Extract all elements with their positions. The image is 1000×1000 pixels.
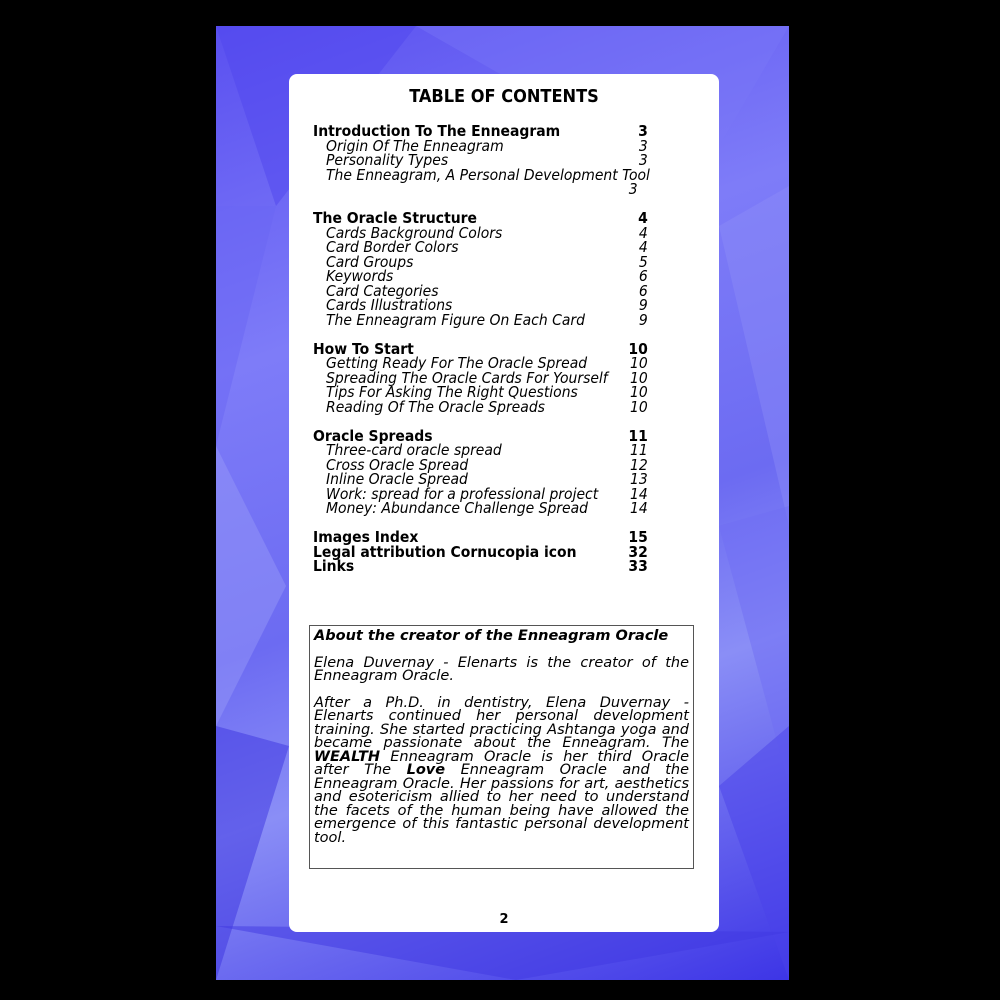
toc-entry[interactable] bbox=[313, 165, 650, 184]
toc-entry-label: Legal attribution Cornucopia icon bbox=[313, 542, 577, 561]
toc-entry-label: Card Groups bbox=[326, 252, 414, 271]
toc-entry-label: Inline Oracle Spread bbox=[326, 470, 468, 488]
toc-entry-page: 6 bbox=[638, 281, 648, 300]
page-number: 2 bbox=[499, 912, 509, 927]
toc-entry-label: Money: Abundance Challenge Spread bbox=[326, 499, 589, 517]
about-heading: About the creator of the Enneagram Oracle bbox=[314, 628, 669, 644]
toc-entry-page: 4 bbox=[638, 223, 648, 242]
toc-entry-label: Origin Of The Enneagram bbox=[326, 136, 504, 155]
about-paragraph-2 bbox=[314, 694, 689, 846]
toc-entry-page: 3 bbox=[638, 136, 648, 155]
about-text: Enneagram Oracle and the Enneagram Oracle. Her passions for art, aesthetics and esotericism allied to her need to understand the facets of the human being have allowed the emergence of this fantastic personal development tool. bbox=[314, 762, 689, 846]
toc-entry-page: 4 bbox=[638, 209, 648, 227]
toc-entry-page: 4 bbox=[638, 238, 648, 256]
toc-entry-page: 15 bbox=[628, 528, 648, 546]
toc-entry-label: Personality Types bbox=[326, 151, 449, 169]
toc-entry-page: 10 bbox=[630, 397, 648, 416]
toc-entry-label: Cards Background Colors bbox=[326, 223, 503, 242]
toc-entry-page: 5 bbox=[638, 252, 648, 271]
toc-entry-label: Links bbox=[313, 557, 355, 575]
about-text: After a Ph.D. in dentistry, Elena Duvernay - Elenarts continued her personal development training. She started practicing Ashtanga yoga and became passionate about the Enneagram. The bbox=[314, 694, 689, 751]
toc-entry-page: 14 bbox=[630, 484, 648, 503]
toc-entry-label: Getting Ready For The Oracle Spread bbox=[326, 354, 588, 372]
toc-entry-page: 3 bbox=[638, 122, 648, 140]
toc-entry-label: Three-card oracle spread bbox=[326, 441, 502, 459]
toc-entry-page: 11 bbox=[628, 426, 648, 445]
about-emphasis-wealth: WEALTH bbox=[314, 748, 380, 765]
toc-entry-label: Cards Illustrations bbox=[326, 296, 453, 314]
toc-entry-page: 11 bbox=[630, 441, 648, 459]
about-emphasis-love: Love bbox=[406, 762, 446, 778]
toc-entry-label: How To Start bbox=[313, 339, 414, 358]
toc-entry-page: 10 bbox=[630, 383, 648, 401]
toc-entry-label: The Enneagram Figure On Each Card bbox=[326, 310, 585, 329]
toc-entry[interactable] bbox=[313, 397, 648, 416]
toc-entry-label: Card Border Colors bbox=[326, 238, 459, 256]
toc-entry-label: Introduction To The Enneagram bbox=[313, 122, 561, 140]
toc-entry-label: The Enneagram, A Personal Development Tool bbox=[326, 165, 650, 184]
toc-entry-label: Work: spread for a professional project bbox=[326, 484, 599, 503]
table-of-contents bbox=[313, 124, 648, 574]
toc-entry-label: Tips For Asking The Right Questions bbox=[326, 383, 578, 401]
toc-entry[interactable] bbox=[313, 542, 648, 561]
toc-entry-page: 10 bbox=[630, 354, 648, 372]
toc-entry-page: 12 bbox=[630, 455, 648, 474]
toc-entry-page: 9 bbox=[638, 310, 648, 329]
toc-entry-label: Cross Oracle Spread bbox=[326, 455, 469, 474]
toc-entry[interactable] bbox=[313, 310, 648, 329]
toc-entry-page: 6 bbox=[638, 267, 648, 285]
toc-entry-page: 13 bbox=[630, 470, 648, 488]
toc-entry[interactable] bbox=[313, 559, 648, 574]
toc-entry-label: Keywords bbox=[326, 267, 394, 285]
toc-entry-page: 10 bbox=[628, 339, 648, 358]
toc-entry-label: Reading Of The Oracle Spreads bbox=[326, 397, 545, 416]
toc-entry-label: Images Index bbox=[313, 528, 419, 546]
toc-entry-page: 9 bbox=[638, 296, 648, 314]
toc-entry-page: 32 bbox=[628, 542, 648, 561]
about-paragraph-1: Elena Duvernay - Elenarts is the creator of the Enneagram Oracle. bbox=[314, 654, 689, 684]
toc-entry-page: 10 bbox=[630, 368, 648, 387]
toc-entry-label: Oracle Spreads bbox=[313, 426, 433, 445]
toc-entry-label: The Oracle Structure bbox=[313, 209, 478, 227]
toc-entry-page: 33 bbox=[628, 557, 648, 575]
toc-entry-label: Card Categories bbox=[326, 281, 439, 300]
about-creator-box bbox=[309, 625, 694, 869]
toc-entry[interactable] bbox=[313, 501, 648, 516]
toc-entry-label: Spreading The Oracle Cards For Yourself bbox=[326, 368, 608, 387]
content-card bbox=[289, 74, 719, 932]
toc-title: TABLE OF CONTENTS bbox=[409, 86, 599, 107]
toc-entry-page: 14 bbox=[630, 499, 648, 517]
toc-entry-page: 3 bbox=[638, 151, 648, 169]
toc-entry-wrapped-page bbox=[313, 182, 648, 197]
about-text: Enneagram Oracle is her third Oracle after The bbox=[314, 748, 689, 778]
toc-entry-page: 3 bbox=[628, 180, 638, 198]
